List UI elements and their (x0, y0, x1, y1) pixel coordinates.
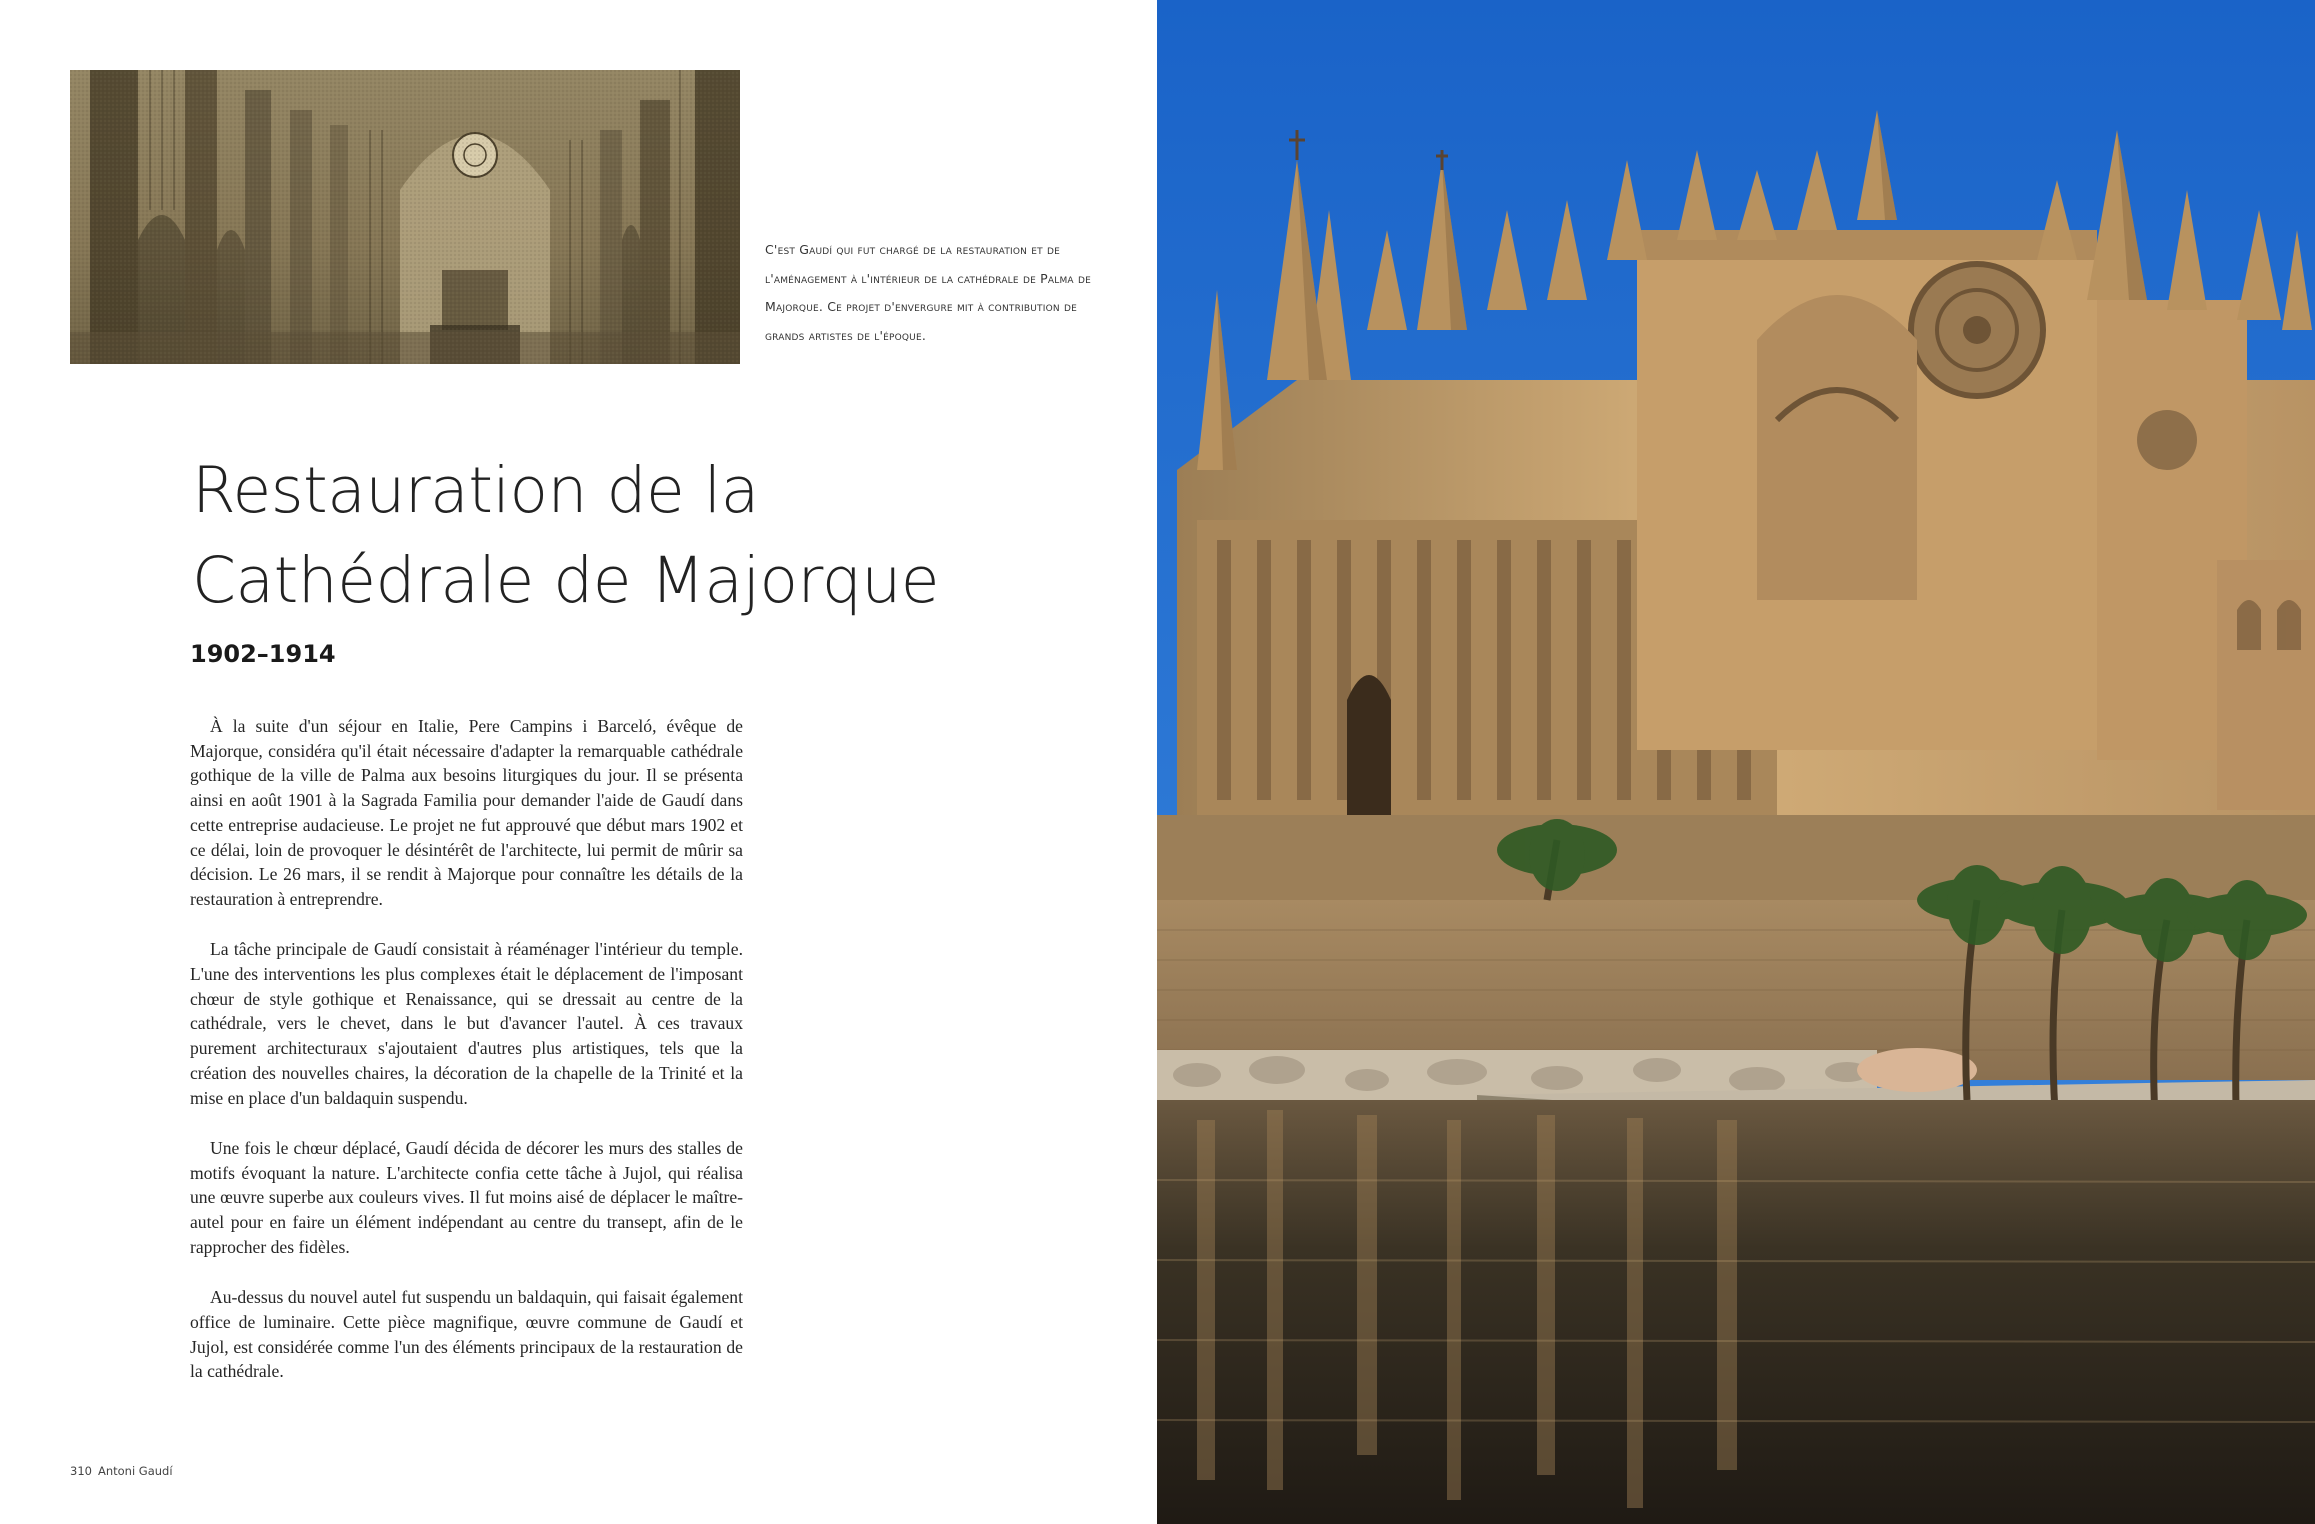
paragraph: Une fois le chœur déplacé, Gaudí décida de décorer les murs des stalles de motifs évoquant la nature. L'architecte confia cette tâche à Jujol, qui réalisa une œuvre superbe aux couleurs vives. Il fut moins aisé de déplacer le maître-autel pour en faire un élément indépendant au centre du transept, afin de le rapprocher des fidèles. (190, 1137, 743, 1257)
date-range: 1902–1914 (190, 640, 336, 668)
page-number: 310 (70, 1464, 92, 1478)
title-line-2: Cathédrale de Majorque (192, 544, 940, 617)
cathedral-interior-photo (70, 70, 740, 364)
paragraph: À la suite d'un séjour en Italie, Pere Campins i Barceló, évêque de Majorque, considéra qu'il était nécessaire d'adapter la remarquable cathédrale gothique de la ville de Palma aux besoins liturgiques du jour. Il se présenta ainsi en août 1901 à la Sagrada Familia pour demander l'aide de Gaudí dans cette entreprise audacieuse. Le projet ne fut approuvé que début mars 1902 et ce délai, loin de provoquer le désintérêt de l'architecte, lui permit de mûrir sa décision. Le 26 mars, il se rendit à Majorque pour connaître les détails de la restauration à entreprendre. (190, 716, 743, 909)
paragraph: Au-dessus du nouvel autel fut suspendu un baldaquin, qui faisait également office de luminaire. Cette pièce magnifique, œuvre commune de Gaudí et Jujol, est considérée comme l'un des éléments principaux de la restauration de la cathédrale. (190, 1287, 743, 1382)
page-footer (70, 1464, 173, 1478)
running-title: Antoni Gaudí (97, 1464, 173, 1478)
body-text (190, 714, 743, 1410)
left-page (0, 0, 1157, 1524)
paragraph: La tâche principale de Gaudí consistait à réaménager l'intérieur du temple. L'une des interventions les plus complexes était le déplacement de l'imposant chœur de style gothique et Renaissance, qui se dressait au centre de la cathédrale, vers le chevet, dans le but d'avancer l'autel. À ces travaux purement architecturaux s'ajoutaient d'autres plus artistiques, tels que la création des nouvelles chaires, la décoration de la chapelle de la Trinité et la mise en place d'un baldaquin suspendu. (190, 939, 743, 1108)
title-line-1: Restauration de la (192, 454, 759, 527)
photo-caption: C'est Gaudí qui fut chargé de la restauration et de l'aménagement à l'intérieur de la cathédrale de Palma de Majorque. Ce projet d'envergure mit à contribution de grands artistes de l'époque. (765, 242, 1091, 343)
cathedral-exterior-photo (1157, 0, 2315, 1524)
page-title (192, 446, 952, 626)
